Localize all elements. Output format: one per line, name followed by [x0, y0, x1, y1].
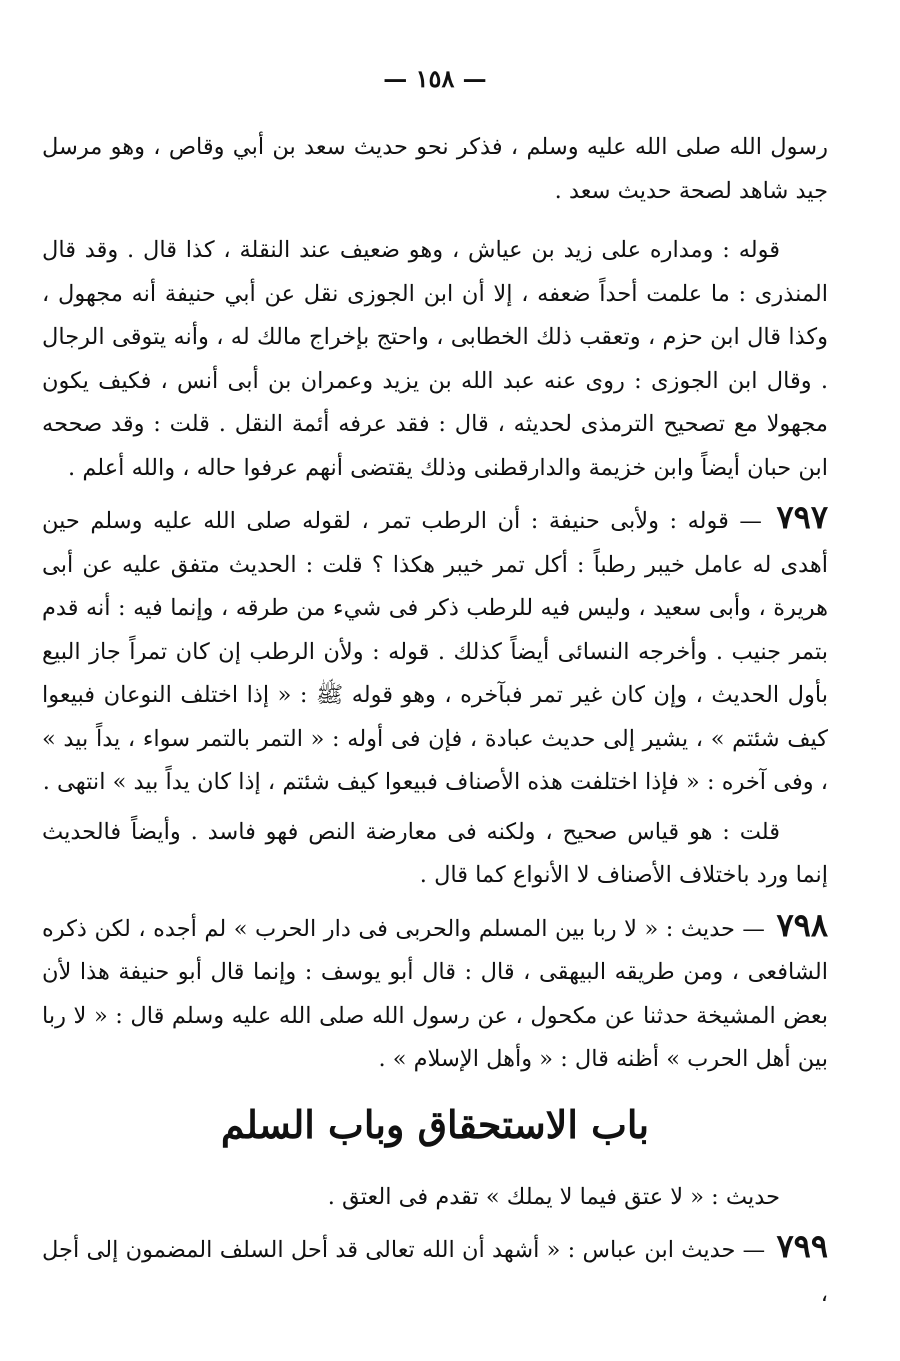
- page-number: — ١٥٨ —: [383, 64, 487, 93]
- paragraph-text: قلت : هو قياس صحيح ، ولكنه فى معارضة النص فهو فاسد . وأيضاً فالحديث إنما ورد باختلاف الأصناف لا الأنواع كما قال .: [42, 818, 828, 888]
- hadith-number: ٧٩٨: [776, 905, 828, 944]
- paragraph-text: حديث : « لا عتق فيما لا يملك » تقدم فى العتق .: [327, 1183, 780, 1210]
- hadith-entry-798: [42, 904, 828, 1082]
- paragraph-text: — حديث : « لا ربا بين المسلم والحربى فى دار الحرب » لم أجده ، لكن ذكره الشافعى ، ومن طريقه البيهقى ، قال : قال أبو يوسف : وإنما قال أبو حنيفة هذا لأن بعض المشيخة حدثنا عن مكحول ، عن رسول الله صلى الله عليه وسلم قال : « لا ربا بين أهل الحرب » أظنه قال : « وأهل الإسلام » .: [42, 915, 828, 1072]
- chapter-title: باب الاستحقاق وباب السلم: [220, 1101, 650, 1147]
- hadith-entry-799: [42, 1225, 828, 1316]
- paragraph-text: رسول الله صلى الله عليه وسلم ، فذكر نحو حديث سعد بن أبي وقاص ، وهو مرسل جيد شاهد لصحة حديث سعد .: [42, 134, 828, 204]
- hadith-number: ٧٩٩: [776, 1227, 829, 1265]
- paragraph-reference: [42, 1176, 828, 1220]
- paragraph-continuation: [42, 126, 828, 213]
- hadith-number: ٧٩٧: [776, 498, 828, 536]
- hadith-entry-797: [42, 496, 828, 805]
- paragraph-text: قوله : ومداره على زيد بن عياش ، وهو ضعيف عند النقلة ، كذا قال . وقد قال المنذرى : ما علمت أحداً ضعفه ، إلا أن ابن الجوزى نقل عن أبي حنيفة أنه مجهول ، وكذا قال ابن حزم ، وتعقب ذلك الخطابى ، واحتج بإخراج مالك له ، وأنه يتوقى الرجال . وقال ابن الجوزى : روى عنه عبد الله بن يزيد وعمران بن أبى أنس ، فكيف يكون مجهولا مع تصحيح الترمذى لحديثه ، قال : فقد عرفه أئمة النقل . قلت : وقد صححه ابن حبان أيضاً وابن خزيمة والدارقطنى وذلك يقتضى أنهم عرفوا حاله ، والله أعلم .: [42, 237, 828, 481]
- paragraph-commentary: [42, 229, 828, 490]
- paragraph-text: — حديث ابن عباس : « أشهد أن الله تعالى قد أحل السلف المضمون إلى أجل ،: [42, 1237, 828, 1307]
- paragraph-text: — قوله : ولأبى حنيفة : أن الرطب تمر ، لقوله صلى الله عليه وسلم حين أهدى له عامل خيبر رطباً : أكل تمر خيبر هكذا ؟ قلت : الحديث متفق عليه عن أبى هريرة ، وأبى سعيد ، وليس فيه للرطب ذكر فى شيء من طرقه ، وإنما فيه : أنه قدم بتمر جنيب . وأخرجه النسائى أيضاً كذلك . قوله : ولأن الرطب إن كان تمراً جاز البيع بأول الحديث ، وإن كان غير تمر فبآخره ، وهو قوله ﷺ : « إذا اختلف النوعان فبيعوا كيف شئتم » ، يشير إلى حديث عبادة ، فإن فى أوله : « التمر بالتمر سواء ، يداً بيد » ، وفى آخره : « فإذا اختلفت هذه الأصناف فبيعوا كيف شئتم ، إذا كان يداً بيد » انتهى .: [42, 508, 828, 795]
- paragraph-remark: [42, 811, 828, 898]
